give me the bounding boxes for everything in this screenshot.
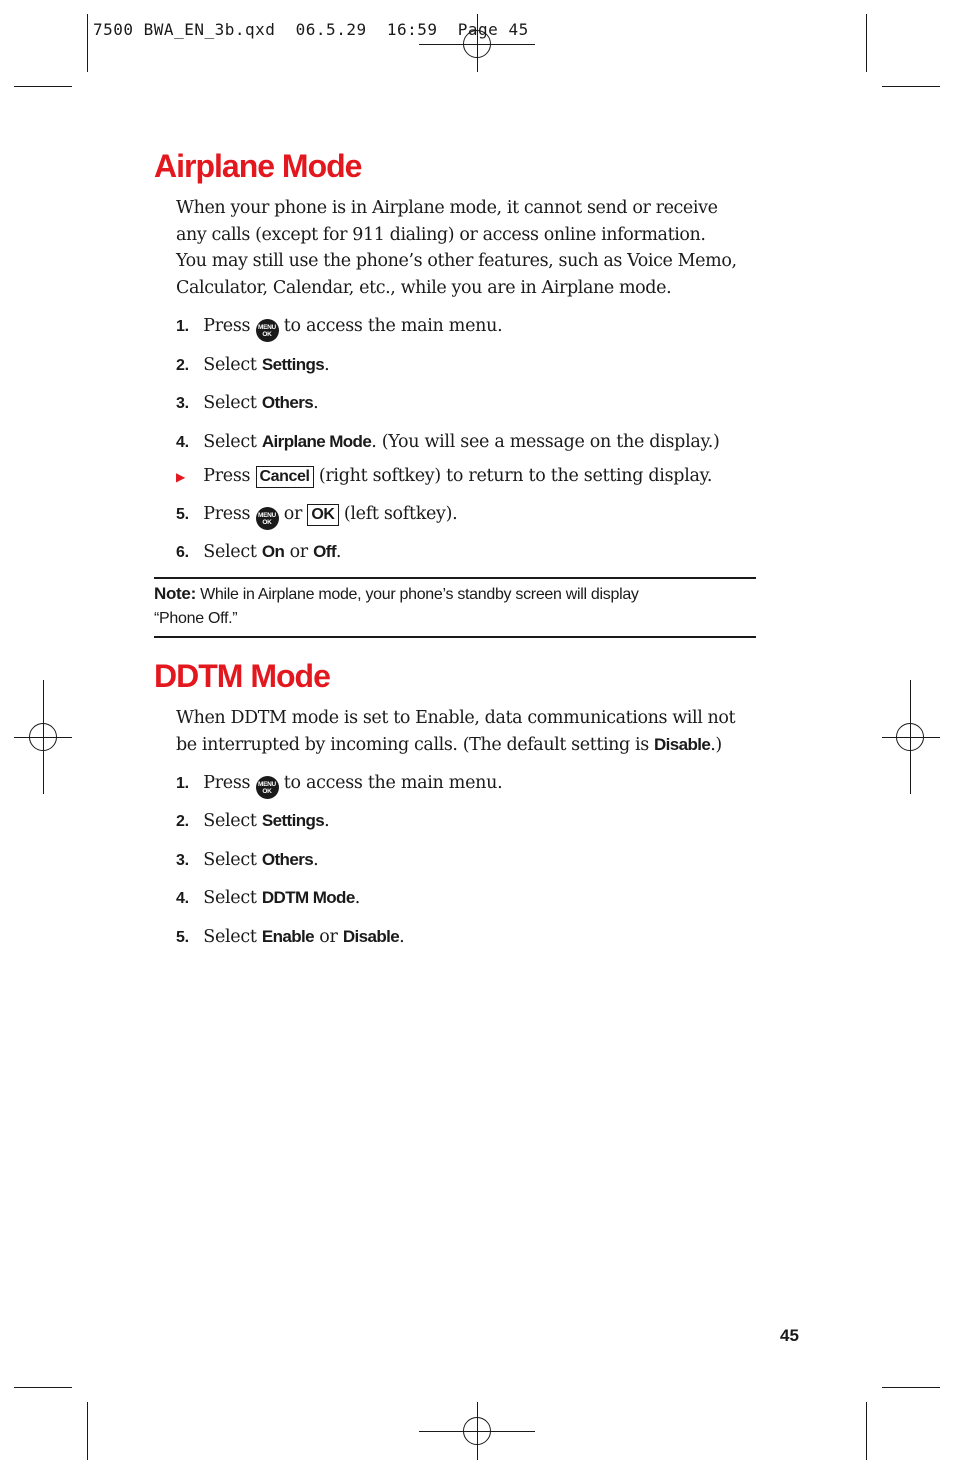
intro-text: .) — [710, 734, 722, 755]
page-number: 45 — [780, 1326, 799, 1345]
note-label: Note: — [154, 584, 196, 603]
step-text: Select — [203, 355, 257, 375]
step-text: (right softkey) to return to the setting display. — [318, 466, 713, 486]
intro-line: You may still use the phone’s other features, such as Voice Memo, — [176, 251, 737, 271]
step-text: . — [324, 811, 330, 831]
menu-icon-label: MENU — [258, 781, 276, 788]
ddtm-step-1 — [176, 771, 502, 799]
airplane-step-6 — [176, 540, 341, 565]
menu-option: Off — [313, 542, 336, 561]
menu-ok-key-icon — [256, 776, 279, 799]
crop-mark — [882, 1387, 940, 1388]
step-text: to access the main menu. — [283, 316, 503, 336]
step-number: 3. — [176, 852, 189, 869]
menu-icon-label: MENU — [258, 324, 276, 331]
intro-line — [176, 732, 758, 759]
step-number: 6. — [176, 544, 189, 561]
crop-mark — [866, 14, 867, 72]
step-text: Select — [203, 432, 257, 452]
ddtm-step-3 — [176, 848, 318, 873]
step-number: 1. — [176, 318, 189, 335]
airplane-mode-heading: Airplane Mode — [154, 148, 362, 184]
intro-line: When your phone is in Airplane mode, it cannot send or receive — [176, 198, 718, 218]
crop-mark — [882, 86, 940, 87]
ddtm-mode-heading: DDTM Mode — [154, 658, 330, 694]
ok-icon-label: OK — [262, 331, 272, 338]
airplane-tip — [176, 464, 712, 489]
note-line: “Phone Off.” — [154, 610, 238, 627]
airplane-intro — [176, 195, 758, 301]
register-mark-circle — [29, 723, 57, 751]
menu-option: On — [261, 542, 285, 561]
menu-icon-label: MENU — [258, 512, 276, 519]
step-number: 4. — [176, 890, 189, 907]
step-number: 2. — [176, 357, 189, 374]
step-text: Press — [203, 504, 251, 524]
step-text: . — [354, 888, 360, 908]
step-text: Press — [203, 316, 251, 336]
register-mark-circle — [896, 723, 924, 751]
step-text: or — [283, 504, 303, 524]
step-text: Select — [203, 850, 257, 870]
step-text: Select — [203, 542, 257, 562]
step-number: 4. — [176, 434, 189, 451]
step-text: . (You will see a message on the display.) — [371, 432, 720, 452]
menu-option: Others — [261, 850, 314, 869]
step-text: or — [319, 927, 338, 947]
note-line — [154, 582, 754, 607]
menu-option: Enable — [261, 927, 315, 946]
step-number: 3. — [176, 395, 189, 412]
ok-icon-label: OK — [262, 519, 272, 526]
airplane-step-5 — [176, 502, 457, 530]
step-number: 5. — [176, 929, 189, 946]
menu-option: Others — [261, 393, 314, 412]
ddtm-step-2 — [176, 809, 329, 834]
step-text: Select — [203, 888, 257, 908]
step-text: . — [313, 393, 319, 413]
note-text: While in Airplane mode, your phone’s standby screen will display — [200, 586, 639, 603]
menu-option: Settings — [261, 355, 325, 374]
step-text: Select — [203, 811, 257, 831]
step-number: 5. — [176, 506, 189, 523]
ddtm-step-4 — [176, 886, 360, 911]
intro-text: be interrupted by incoming calls. (The default setting is — [176, 734, 649, 755]
note-bottom-rule — [154, 636, 756, 638]
ok-icon-label: OK — [262, 788, 272, 795]
triangle-bullet-icon: ▶ — [176, 470, 185, 484]
intro-line: any calls (except for 911 dialing) or access online information. — [176, 224, 706, 245]
ddtm-step-5 — [176, 925, 404, 950]
file-slug: 7500 BWA_EN_3b.qxd 06.5.29 16:59 Page 45 — [93, 20, 529, 39]
crop-mark — [866, 1402, 867, 1460]
step-text: (left softkey). — [343, 504, 458, 524]
step-text: . — [335, 542, 342, 562]
intro-line: When DDTM mode is set to Enable, data communications will not — [176, 708, 736, 728]
intro-line: Calculator, Calendar, etc., while you are in Airplane mode. — [176, 277, 672, 298]
airplane-step-1 — [176, 314, 502, 342]
menu-ok-key-icon — [256, 319, 279, 342]
airplane-step-2 — [176, 353, 329, 378]
register-mark-circle — [463, 1417, 491, 1445]
crop-mark — [87, 14, 88, 72]
menu-option: Disable — [342, 927, 400, 946]
airplane-step-3 — [176, 391, 318, 416]
ok-softkey-label: OK — [307, 504, 338, 526]
step-text: . — [313, 850, 319, 870]
step-text: Select — [203, 393, 257, 413]
step-text: Press — [203, 773, 251, 793]
crop-mark — [14, 1387, 72, 1388]
ddtm-intro — [176, 705, 758, 758]
step-text: Select — [203, 927, 257, 947]
crop-mark — [87, 1402, 88, 1460]
airplane-step-4 — [176, 430, 720, 455]
step-number: 1. — [176, 775, 189, 792]
airplane-note — [154, 582, 754, 631]
step-text: . — [324, 355, 330, 375]
step-number: 2. — [176, 813, 189, 830]
crop-mark — [14, 86, 72, 87]
default-setting: Disable — [653, 734, 711, 754]
note-top-rule — [154, 577, 756, 579]
cancel-softkey-label: Cancel — [256, 466, 314, 488]
menu-option: Settings — [261, 811, 325, 830]
menu-ok-key-icon — [256, 507, 279, 530]
step-text: . — [399, 927, 405, 947]
step-text: to access the main menu. — [283, 773, 503, 793]
menu-option: DDTM Mode — [261, 888, 355, 907]
step-text: Press — [203, 466, 251, 486]
menu-option: Airplane Mode — [261, 432, 372, 451]
step-text: or — [289, 542, 308, 562]
